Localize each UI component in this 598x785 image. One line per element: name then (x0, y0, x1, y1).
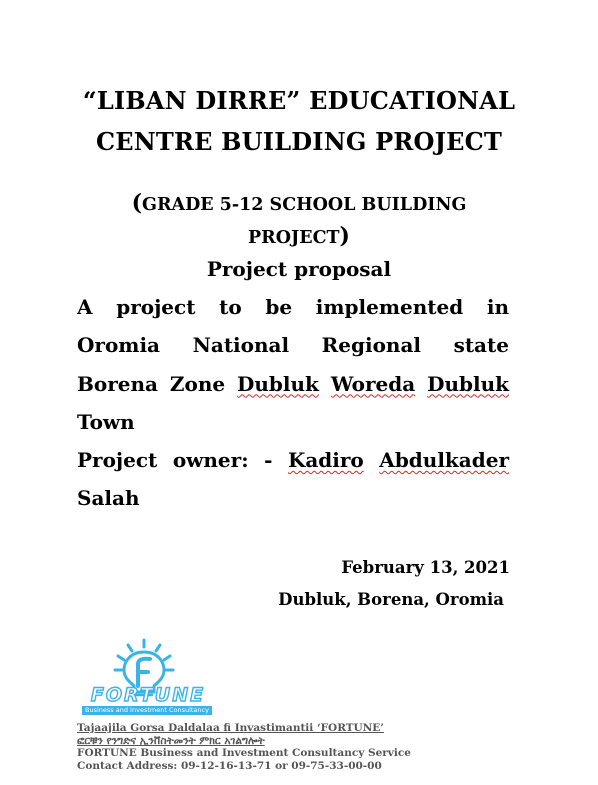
footer-contact-address: Contact Address: 09-12-16-13-71 or 09-75-33-00-00 (77, 759, 382, 772)
description-line-1 (77, 288, 509, 326)
project-description (77, 288, 509, 518)
document-date: February 13, 2021 (341, 558, 510, 577)
description-line-4: Town (77, 409, 135, 434)
word: in (486, 295, 510, 319)
owner-middle-name: Abdulkader (379, 448, 509, 473)
word: state (453, 333, 509, 358)
word: Borena (77, 371, 159, 396)
owner-first-name: Kadiro (287, 448, 364, 473)
footer-line-amharic: ፎርቹን የንግድና ኢንቨስትመንት ምክር አገልግሎት (77, 734, 265, 747)
word: owner: (172, 448, 249, 473)
subtitle-line-1 (80, 188, 518, 221)
word: project (116, 295, 196, 319)
document-subtitle (80, 188, 518, 254)
word-spellcheck-flagged: Dubluk (237, 371, 319, 396)
word: be (265, 295, 293, 319)
word: Regional (321, 333, 422, 358)
word-spellcheck-flagged: Woreda (330, 371, 416, 396)
word: - (264, 448, 273, 473)
subtitle-line-1-text: GRADE 5-12 SCHOOL BUILDING (142, 195, 467, 215)
word: Zone (169, 371, 226, 396)
logo-tagline: Business and Investment Consultancy (82, 706, 212, 715)
footer-line-oromo: Tajaajila Gorsa Daldalaa fi Invastimantii ‘FORTUNE’ (77, 722, 384, 734)
word: implemented (315, 295, 464, 319)
description-line-3 (77, 365, 509, 403)
title-line-2: CENTRE BUILDING PROJECT (95, 127, 503, 156)
word: Project (77, 448, 158, 473)
footer-contact (77, 722, 417, 772)
proposal-label: Project proposal (206, 257, 392, 281)
logo-brand-text: FORTUNE (90, 684, 206, 706)
footer-line-english: FORTUNE Business and Investment Consultancy Service (77, 747, 411, 759)
project-owner-line (77, 441, 509, 479)
word: National (192, 333, 290, 358)
word-spellcheck-flagged: Dubluk (427, 371, 509, 396)
word: A (77, 295, 93, 319)
description-line-2 (77, 326, 509, 364)
fortune-logo (80, 638, 212, 718)
subtitle-line-2 (80, 221, 518, 254)
document-place: Dubluk, Borena, Oromia (278, 590, 504, 609)
document-title (40, 80, 558, 162)
date-place-block (240, 552, 510, 616)
word: to (219, 295, 242, 319)
subtitle-close-paren: ) (339, 223, 350, 249)
word: Oromia (77, 333, 161, 358)
title-line-1: “LIBAN DIRRE” EDUCATIONAL (82, 86, 516, 115)
subtitle-line-2-text: PROJECT (248, 228, 340, 248)
owner-last-name: Salah (77, 486, 140, 511)
subtitle-open-paren: ( (131, 190, 142, 216)
